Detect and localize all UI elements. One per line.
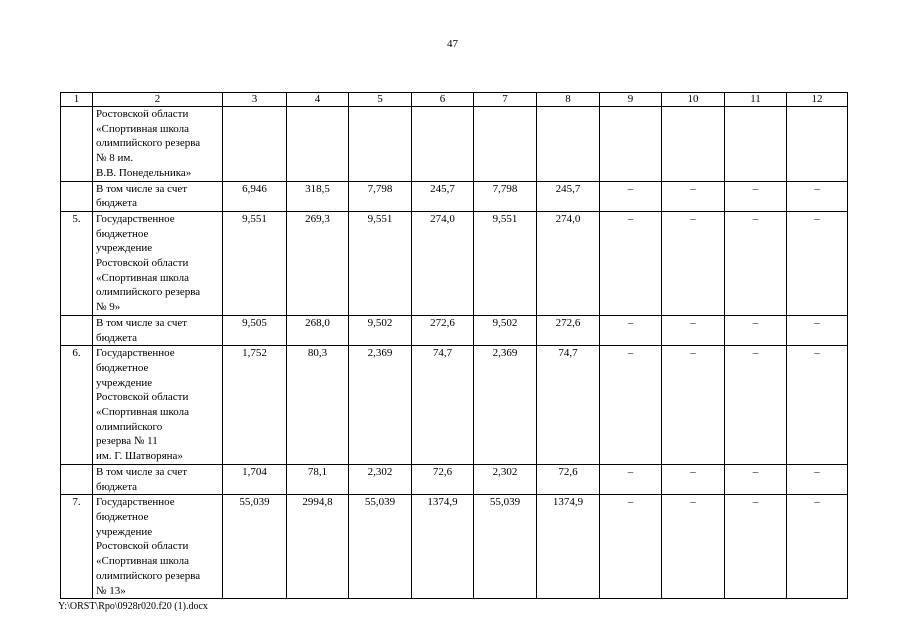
value-cell-col-6: 274,0 bbox=[412, 211, 474, 315]
table-header-row bbox=[61, 93, 848, 107]
value-cell-col-3: 9,505 bbox=[223, 315, 287, 345]
page-number: 47 bbox=[447, 38, 458, 50]
value-cell-col-3: 1,704 bbox=[223, 464, 287, 494]
value-cell-col-6: 74,7 bbox=[412, 346, 474, 465]
table-row bbox=[61, 181, 848, 211]
value-cell-col-12: – bbox=[787, 495, 848, 599]
value-cell-col-7: 7,798 bbox=[474, 181, 537, 211]
value-cell-col-7: 55,039 bbox=[474, 495, 537, 599]
value-cell-col-3: 1,752 bbox=[223, 346, 287, 465]
value-cell-col-7: 2,369 bbox=[474, 346, 537, 465]
value-cell-col-9: – bbox=[600, 315, 662, 345]
row-number-cell bbox=[61, 181, 93, 211]
value-cell-col-12: – bbox=[787, 346, 848, 465]
value-cell-col-4: 268,0 bbox=[287, 315, 349, 345]
value-cell-col-10: – bbox=[662, 464, 725, 494]
value-cell-col-5: 9,551 bbox=[349, 211, 412, 315]
header-cell: 12 bbox=[787, 93, 848, 107]
value-cell-col-11: – bbox=[725, 211, 787, 315]
value-cell-col-9: – bbox=[600, 464, 662, 494]
value-cell-col-11: – bbox=[725, 315, 787, 345]
value-cell-col-11: – bbox=[725, 495, 787, 599]
value-cell-col-4: 269,3 bbox=[287, 211, 349, 315]
value-cell-col-5: 2,369 bbox=[349, 346, 412, 465]
value-cell-col-5 bbox=[349, 107, 412, 182]
value-cell-col-5: 2,302 bbox=[349, 464, 412, 494]
value-cell-col-8: 274,0 bbox=[537, 211, 600, 315]
value-cell-col-9: – bbox=[600, 211, 662, 315]
value-cell-col-10: – bbox=[662, 495, 725, 599]
header-cell: 3 bbox=[223, 93, 287, 107]
value-cell-col-3: 9,551 bbox=[223, 211, 287, 315]
institution-name-cell: В том числе за счет бюджета bbox=[93, 315, 223, 345]
institution-name-cell: В том числе за счет бюджета bbox=[93, 464, 223, 494]
table-row bbox=[61, 495, 848, 599]
value-cell-col-10: – bbox=[662, 211, 725, 315]
value-cell-col-8 bbox=[537, 107, 600, 182]
header-cell: 9 bbox=[600, 93, 662, 107]
header-cell: 10 bbox=[662, 93, 725, 107]
table-row bbox=[61, 315, 848, 345]
institution-name-cell: В том числе за счет бюджета bbox=[93, 181, 223, 211]
value-cell-col-6: 245,7 bbox=[412, 181, 474, 211]
value-cell-col-12: – bbox=[787, 315, 848, 345]
value-cell-col-8: 245,7 bbox=[537, 181, 600, 211]
value-cell-col-6: 272,6 bbox=[412, 315, 474, 345]
value-cell-col-11: – bbox=[725, 346, 787, 465]
value-cell-col-12: – bbox=[787, 211, 848, 315]
value-cell-col-11: – bbox=[725, 181, 787, 211]
row-number-cell bbox=[61, 107, 93, 182]
institution-name-cell: Государственное бюджетное учреждение Ростовской области «Спортивная школа олимпийского резерва № 11 им. Г. Шатворяна» bbox=[93, 346, 223, 465]
value-cell-col-8: 74,7 bbox=[537, 346, 600, 465]
row-number-cell: 5. bbox=[61, 211, 93, 315]
institution-name-cell: Ростовской области «Спортивная школа олимпийского резерва № 8 им. В.В. Понедельника» bbox=[93, 107, 223, 182]
header-cell: 11 bbox=[725, 93, 787, 107]
header-cell: 7 bbox=[474, 93, 537, 107]
value-cell-col-9 bbox=[600, 107, 662, 182]
header-cell: 2 bbox=[93, 93, 223, 107]
file-path-footer: Y:\ORST\Rpo\0928r020.f20 (1).docx bbox=[58, 601, 208, 612]
value-cell-col-12: – bbox=[787, 464, 848, 494]
header-cell: 5 bbox=[349, 93, 412, 107]
value-cell-col-3: 6,946 bbox=[223, 181, 287, 211]
row-number-cell bbox=[61, 315, 93, 345]
value-cell-col-4: 2994,8 bbox=[287, 495, 349, 599]
value-cell-col-12 bbox=[787, 107, 848, 182]
value-cell-col-10: – bbox=[662, 315, 725, 345]
row-number-cell bbox=[61, 464, 93, 494]
value-cell-col-4: 318,5 bbox=[287, 181, 349, 211]
value-cell-col-3: 55,039 bbox=[223, 495, 287, 599]
value-cell-col-11 bbox=[725, 107, 787, 182]
value-cell-col-11: – bbox=[725, 464, 787, 494]
table-row bbox=[61, 464, 848, 494]
header-cell: 8 bbox=[537, 93, 600, 107]
data-table bbox=[60, 92, 848, 599]
value-cell-col-9: – bbox=[600, 346, 662, 465]
value-cell-col-5: 9,502 bbox=[349, 315, 412, 345]
value-cell-col-7 bbox=[474, 107, 537, 182]
value-cell-col-7: 9,502 bbox=[474, 315, 537, 345]
value-cell-col-4 bbox=[287, 107, 349, 182]
table-row bbox=[61, 107, 848, 182]
value-cell-col-10 bbox=[662, 107, 725, 182]
table-row bbox=[61, 211, 848, 315]
value-cell-col-5: 7,798 bbox=[349, 181, 412, 211]
header-cell: 6 bbox=[412, 93, 474, 107]
value-cell-col-5: 55,039 bbox=[349, 495, 412, 599]
value-cell-col-12: – bbox=[787, 181, 848, 211]
value-cell-col-4: 78,1 bbox=[287, 464, 349, 494]
value-cell-col-7: 9,551 bbox=[474, 211, 537, 315]
header-cell: 1 bbox=[61, 93, 93, 107]
value-cell-col-8: 1374,9 bbox=[537, 495, 600, 599]
value-cell-col-6: 72,6 bbox=[412, 464, 474, 494]
value-cell-col-6 bbox=[412, 107, 474, 182]
value-cell-col-7: 2,302 bbox=[474, 464, 537, 494]
row-number-cell: 6. bbox=[61, 346, 93, 465]
value-cell-col-8: 272,6 bbox=[537, 315, 600, 345]
institution-name-cell: Государственное бюджетное учреждение Ростовской области «Спортивная школа олимпийского резерва № 13» bbox=[93, 495, 223, 599]
table-row bbox=[61, 346, 848, 465]
value-cell-col-9: – bbox=[600, 495, 662, 599]
institution-name-cell: Государственное бюджетное учреждение Ростовской области «Спортивная школа олимпийского резерва № 9» bbox=[93, 211, 223, 315]
value-cell-col-8: 72,6 bbox=[537, 464, 600, 494]
value-cell-col-6: 1374,9 bbox=[412, 495, 474, 599]
value-cell-col-10: – bbox=[662, 346, 725, 465]
row-number-cell: 7. bbox=[61, 495, 93, 599]
value-cell-col-3 bbox=[223, 107, 287, 182]
value-cell-col-4: 80,3 bbox=[287, 346, 349, 465]
header-cell: 4 bbox=[287, 93, 349, 107]
value-cell-col-10: – bbox=[662, 181, 725, 211]
table-body bbox=[61, 93, 848, 599]
value-cell-col-9: – bbox=[600, 181, 662, 211]
